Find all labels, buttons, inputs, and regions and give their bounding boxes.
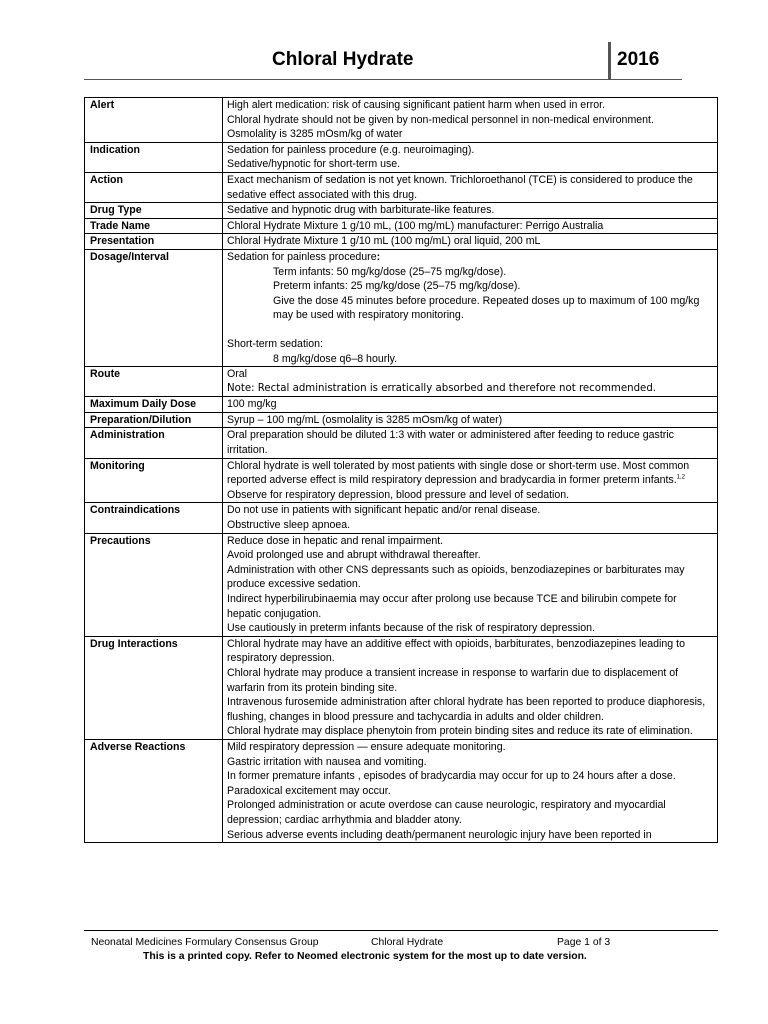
text-line: Term infants: 50 mg/kg/dose (25–75 mg/kg/dose). [273, 265, 507, 278]
dosage-heading: Short-term sedation: [227, 337, 323, 350]
row-value [223, 412, 718, 428]
row-adverse-reactions [85, 739, 718, 842]
text-line: Exact mechanism of sedation is not yet known. Trichloroethanol (TCE) is considered to produce the sedative effect associated with this drug. [227, 173, 693, 201]
row-drug-type [85, 203, 718, 219]
text-line: Serious adverse events including death/permanent neurologic injury have been reported in [227, 828, 652, 841]
text-line: Sedation for painless procedure (e.g. neuroimaging). [227, 143, 475, 156]
row-precautions [85, 533, 718, 636]
spacer [227, 323, 713, 337]
row-value [223, 98, 718, 143]
footer-page: Page 1 of 3 [557, 937, 611, 948]
row-label: Preparation/Dilution [85, 412, 223, 428]
document-year: 2016 [617, 49, 660, 70]
text-line: Give the dose 45 minutes before procedure. Repeated doses up to maximum of 100 mg/kg may be used with respiratory monitoring. [273, 294, 700, 322]
text-line: Administration with other CNS depressants such as opioids, benzodiazepines or barbiturates may produce excessive sedation. [227, 563, 685, 591]
row-value [223, 203, 718, 219]
text-line: Do not use in patients with significant hepatic and/or renal disease. [227, 504, 541, 517]
monograph-table [84, 97, 718, 843]
row-label: Monitoring [85, 458, 223, 503]
row-label: Drug Type [85, 203, 223, 219]
footer-drug: Chloral Hydrate [371, 937, 444, 948]
document-title: Chloral Hydrate [272, 49, 414, 70]
heading-text: Sedation for painless procedure [227, 250, 377, 263]
text-line: Mild respiratory depression — ensure adequate monitoring. [227, 740, 506, 753]
text-line: Paradoxical excitement may occur. [227, 784, 391, 797]
text-line: Chloral Hydrate Mixture 1 g/10 mL (100 mg/mL) oral liquid, 200 mL [227, 235, 541, 248]
row-label: Precautions [85, 533, 223, 636]
footer-rule [84, 930, 718, 931]
text-line: Oral preparation should be diluted 1:3 with water or administered after feeding to reduce gastric irritation. [227, 429, 674, 457]
text-line: In former premature infants , episodes of bradycardia may occur for up to 24 hours after a dose. [227, 770, 676, 783]
row-preparation [85, 412, 718, 428]
reference-superscript: 1,2 [676, 474, 686, 481]
row-contraindications [85, 503, 718, 533]
text-line: Chloral Hydrate Mixture 1 g/10 mL, (100 mg/mL) manufacturer: Perrigo Australia [227, 219, 604, 232]
row-value [223, 636, 718, 739]
row-label: Maximum Daily Dose [85, 397, 223, 413]
row-label: Adverse Reactions [85, 739, 223, 842]
text-line: Sedative and hypnotic drug with barbiturate-like features. [227, 204, 495, 217]
text-line: Indirect hyperbilirubinaemia may occur after prolong use because TCE and bilirubin compete for hepatic conjugation. [227, 593, 677, 620]
row-value [223, 249, 718, 366]
row-value [223, 234, 718, 250]
row-max-daily-dose [85, 397, 718, 413]
row-indication [85, 142, 718, 172]
text-line: Intravenous furosemide administration after chloral hydrate has been reported to produce diaphoresis, flushing, changes in blood pressure and tachycardia in adults and older children. [227, 696, 706, 723]
row-label: Route [85, 367, 223, 397]
row-route [85, 367, 718, 397]
row-value [223, 458, 718, 503]
row-label: Alert [85, 98, 223, 143]
row-value [223, 397, 718, 413]
dosage-heading [227, 250, 713, 265]
route-note: Note: Rectal administration is erratically absorbed and therefore not recommended. [227, 382, 657, 394]
row-drug-interactions [85, 636, 718, 739]
text-line: Chloral hydrate may displace phenytoin from protein binding sites and reduce its rate of elimination. [227, 725, 693, 738]
row-label: Administration [85, 428, 223, 458]
header-divider [608, 42, 611, 80]
text-line [227, 459, 713, 503]
row-value [223, 533, 718, 636]
row-label: Trade Name [85, 218, 223, 234]
row-value [223, 367, 718, 397]
document-header [84, 42, 682, 80]
text-line: Reduce dose in hepatic and renal impairment. [227, 534, 444, 547]
row-value [223, 142, 718, 172]
row-label: Indication [85, 142, 223, 172]
row-administration [85, 428, 718, 458]
monitoring-text: Chloral hydrate is well tolerated by most patients with single dose or short-term use. Most common reported adverse effect is mild respiratory depression and bradycardia in former preterm infants. [227, 459, 690, 487]
text-line: Sedative/hypnotic for short-term use. [227, 158, 401, 171]
text-line: Chloral hydrate may have an additive effect with opioids, barbiturates, benzodiazepines leading to respiratory depression. [227, 637, 685, 665]
row-alert [85, 98, 718, 143]
footer-notice: This is a printed copy. Refer to Neomed electronic system for the most up to date version. [143, 951, 587, 962]
header-rule [84, 79, 682, 80]
text-line: Osmolality is 3285 mOsm/kg of water [227, 128, 403, 141]
footer-group: Neonatal Medicines Formulary Consensus Group [91, 937, 319, 948]
text-line: 8 mg/kg/dose q6–8 hourly. [273, 352, 398, 365]
row-monitoring [85, 458, 718, 503]
row-value [223, 172, 718, 202]
heading-colon: : [376, 250, 381, 263]
row-dosage [85, 249, 718, 366]
row-label: Contraindications [85, 503, 223, 533]
text-line: Obstructive sleep apnoea. [227, 519, 351, 532]
row-presentation [85, 234, 718, 250]
text-line: 100 mg/kg [227, 398, 277, 411]
text-line: Use cautiously in preterm infants because of the risk of respiratory depression. [227, 622, 596, 635]
text-line: Chloral hydrate may produce a transient increase in response to warfarin due to displacement of warfarin from its protein binding site. [227, 666, 679, 694]
row-value [223, 218, 718, 234]
text-line: Oral [227, 368, 248, 381]
monitoring-text-cont: Observe for respiratory depression, blood pressure and level of sedation. [227, 488, 570, 501]
text-line: Preterm infants: 25 mg/kg/dose (25–75 mg/kg/dose). [273, 280, 521, 293]
row-label: Drug Interactions [85, 636, 223, 739]
text-line: Chloral hydrate should not be given by non-medical personnel in non-medical environment. [227, 113, 654, 126]
row-label: Action [85, 172, 223, 202]
row-label: Presentation [85, 234, 223, 250]
row-value [223, 428, 718, 458]
text-line: Avoid prolonged use and abrupt withdrawal thereafter. [227, 549, 481, 562]
text-line: Prolonged administration or acute overdose can cause neurologic, respiratory and myocardial depression; cardiac arrhythmia and bladder atony. [227, 799, 666, 826]
row-value [223, 739, 718, 842]
text-line: Syrup – 100 mg/mL (osmolality is 3285 mOsm/kg of water) [227, 413, 503, 426]
text-line: Gastric irritation with nausea and vomiting. [227, 755, 427, 768]
row-value [223, 503, 718, 533]
text-line: High alert medication: risk of causing significant patient harm when used in error. [227, 99, 606, 111]
row-trade-name [85, 218, 718, 234]
row-action [85, 172, 718, 202]
row-label: Dosage/Interval [85, 249, 223, 366]
